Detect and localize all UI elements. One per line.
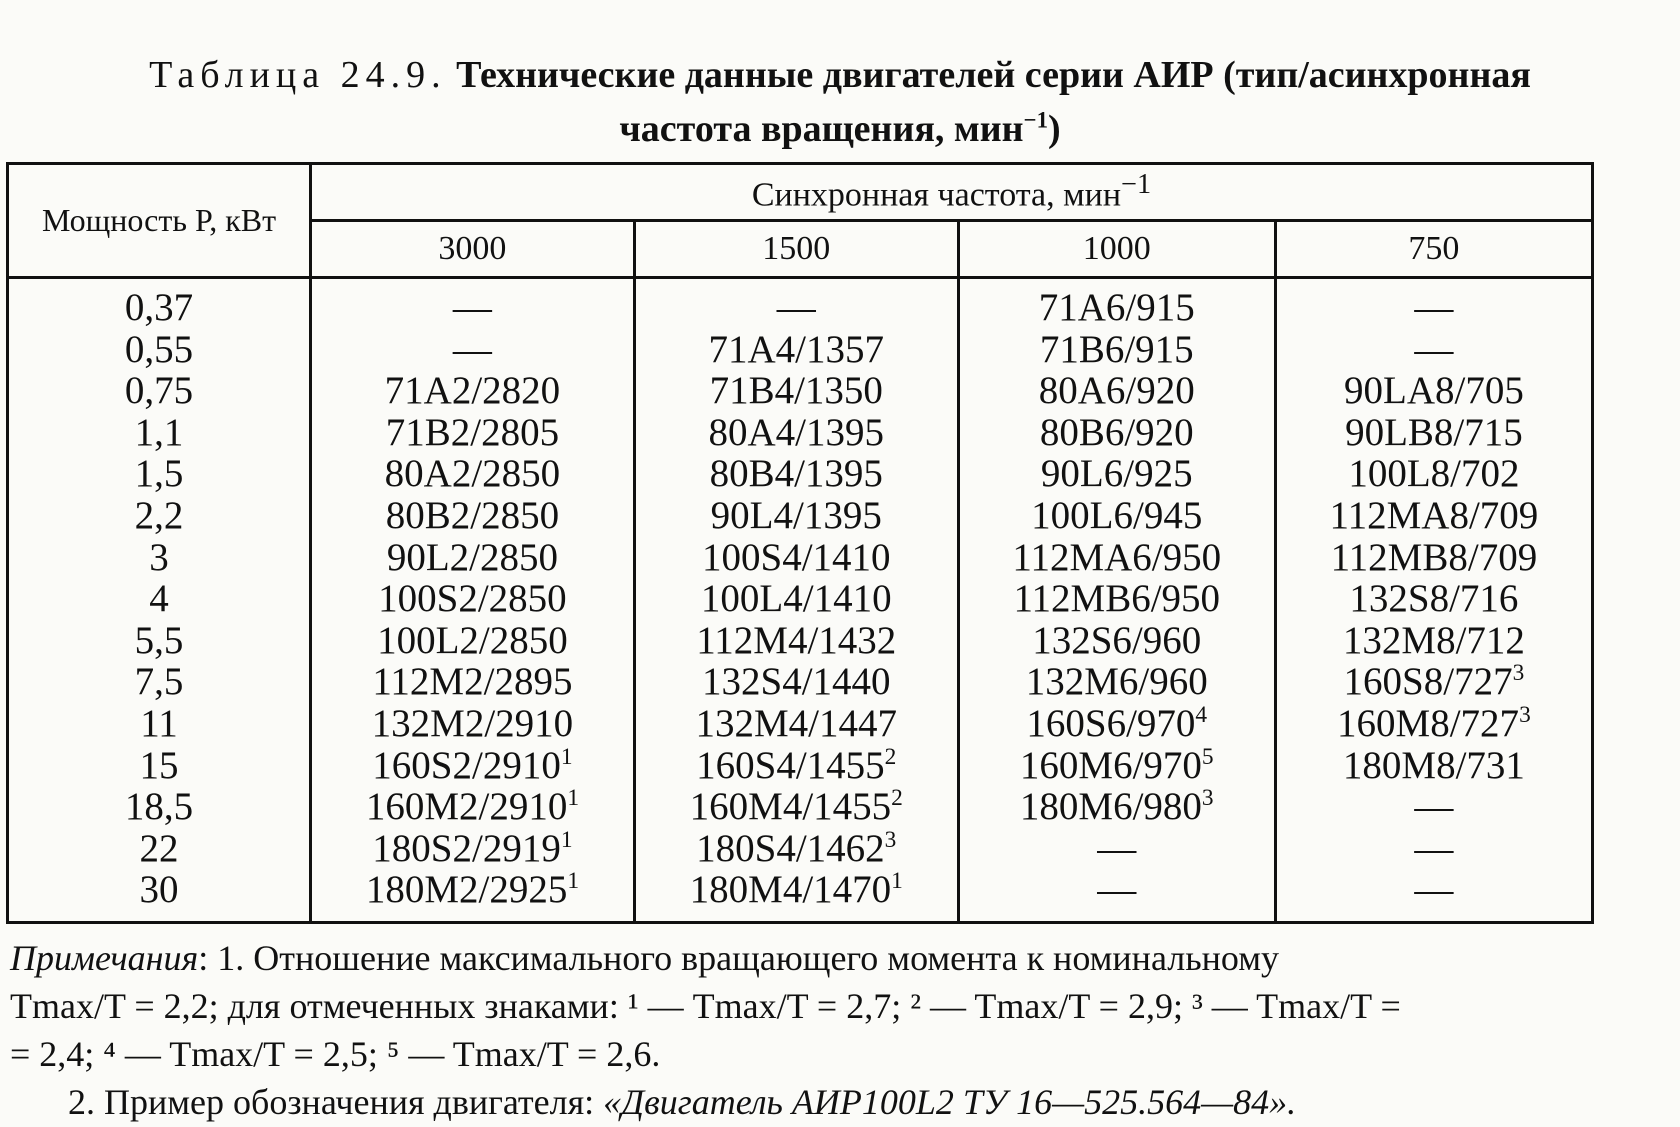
motor-type: 112MA6/950: [1012, 535, 1222, 579]
motor-type: 100S2/2850: [378, 577, 567, 621]
motor-type: 71A2/2820: [384, 369, 561, 413]
motor-cell-1000: [958, 495, 1275, 537]
motor-cell-1000: [958, 278, 1275, 329]
power-cell: 2,2: [8, 495, 311, 537]
motor-cell-1000: [958, 745, 1275, 787]
motor-cell-750: [1275, 329, 1592, 371]
freq-header-750: 750: [1275, 221, 1592, 278]
motor-type: 180S2/2919: [372, 826, 561, 870]
motor-type: 132M6/960: [1025, 660, 1208, 704]
motor-type: 80B4/1395: [709, 452, 883, 496]
motor-cell-3000: [311, 745, 635, 787]
motor-cell-3000: [311, 869, 635, 922]
motor-type: 180M4/1470: [689, 868, 892, 912]
motor-type: 112MB8/709: [1330, 535, 1538, 579]
motor-cell-1500: [634, 412, 958, 454]
notes: [10, 934, 1600, 1126]
table-row: [8, 661, 1593, 703]
footnote-mark: 1: [560, 743, 573, 770]
power-cell: 0,55: [8, 329, 311, 371]
motor-cell-750: [1275, 453, 1592, 495]
power-cell: 30: [8, 869, 311, 922]
table-row: [8, 278, 1593, 329]
motor-cell-1000: [958, 661, 1275, 703]
motor-cell-1000: [958, 703, 1275, 745]
footnote-mark: 3: [1519, 701, 1531, 728]
table-row: [8, 869, 1593, 922]
motor-cell-3000: [311, 578, 635, 620]
footnote-mark: 1: [567, 868, 580, 895]
motor-cell-750: [1275, 537, 1592, 579]
motor-type: —: [776, 286, 816, 329]
caption-title-line-2: частота вращения, мин: [619, 108, 1024, 150]
motor-type: 90L2/2850: [386, 535, 558, 579]
motor-type: 90L4/1395: [710, 493, 882, 537]
motor-type: 180M8/731: [1342, 743, 1525, 787]
table-row: [8, 578, 1593, 620]
sync-frequency-label: Синхронная частота, мин: [751, 176, 1122, 214]
motor-cell-3000: [311, 537, 635, 579]
power-cell: 0,37: [8, 278, 311, 329]
footnote-mark: 1: [891, 868, 903, 895]
table-row: [8, 453, 1593, 495]
sync-frequency-header: [311, 164, 1593, 221]
motor-cell-3000: [311, 495, 635, 537]
motor-type: 80B6/920: [1039, 410, 1194, 454]
motor-type: —: [1414, 286, 1454, 329]
motor-cell-750: [1275, 495, 1592, 537]
motor-cell-3000: [311, 786, 635, 828]
power-cell: 3: [8, 537, 311, 579]
motor-type: —: [1414, 868, 1454, 912]
power-cell: 1,5: [8, 453, 311, 495]
motor-cell-750: [1275, 703, 1592, 745]
motor-cell-1500: [634, 370, 958, 412]
motor-type: 132S6/960: [1032, 618, 1202, 662]
motor-type: 112MB6/950: [1013, 577, 1221, 621]
note-1: [10, 934, 1600, 982]
motor-cell-750: [1275, 869, 1592, 922]
motor-type: 112M4/1432: [696, 618, 897, 662]
freq-header-3000: 3000: [311, 221, 635, 278]
table-row: [8, 370, 1593, 412]
motor-cell-1500: [634, 828, 958, 870]
footnote-mark: 4: [1195, 701, 1208, 728]
table-row: [8, 620, 1593, 662]
motor-type: 132M8/712: [1342, 618, 1525, 662]
motor-cell-1000: [958, 786, 1275, 828]
motor-type: 80B2/2850: [385, 493, 560, 537]
motor-type: 132S8/716: [1349, 577, 1519, 621]
motor-cell-1500: [634, 578, 958, 620]
motor-type: 71B2/2805: [385, 410, 560, 454]
motor-cell-750: [1275, 661, 1592, 703]
power-cell: 7,5: [8, 661, 311, 703]
motor-type: 80A2/2850: [384, 452, 561, 496]
table-row: [8, 786, 1593, 828]
motor-type: 112M2/2895: [372, 660, 573, 704]
table-row: [8, 329, 1593, 371]
motor-type: 112MA8/709: [1329, 493, 1539, 537]
motor-type: —: [452, 327, 492, 371]
motor-type: 100L2/2850: [377, 618, 568, 662]
motor-type: 100S4/1410: [702, 535, 891, 579]
caption-label: Таблица 24.9.: [149, 54, 447, 96]
motor-type: 71B6/915: [1039, 327, 1194, 371]
power-cell: 11: [8, 703, 311, 745]
table-row: [8, 412, 1593, 454]
motor-cell-3000: [311, 661, 635, 703]
motor-cell-3000: [311, 453, 635, 495]
motor-type: 90L6/925: [1040, 452, 1193, 496]
motor-type: —: [1414, 785, 1454, 829]
motor-type: 160M2/2910: [365, 785, 568, 829]
motor-cell-750: [1275, 412, 1592, 454]
table-row: [8, 537, 1593, 579]
motor-cell-1500: [634, 869, 958, 922]
motor-type: —: [1414, 327, 1454, 371]
motor-cell-1500: [634, 495, 958, 537]
motor-cell-1000: [958, 370, 1275, 412]
motor-cell-750: [1275, 370, 1592, 412]
motor-type: 100L6/945: [1031, 493, 1203, 537]
table-body: [8, 278, 1593, 923]
motor-type: 180M6/980: [1019, 785, 1202, 829]
motor-type: 100L8/702: [1348, 452, 1520, 496]
motor-type: 80A4/1395: [708, 410, 885, 454]
table-row: [8, 828, 1593, 870]
table-caption: [0, 48, 1680, 156]
freq-header-1500: 1500: [634, 221, 958, 278]
note-1-line-3: = 2,4; ⁴ — Tmax/T = 2,5; ⁵ — Tmax/T = 2,6.: [10, 1034, 661, 1074]
caption-title-close: ): [1047, 108, 1061, 150]
motor-cell-1000: [958, 828, 1275, 870]
caption-line-2: [0, 102, 1680, 156]
motor-type: 132M4/1447: [695, 701, 898, 745]
footnote-mark: 3: [1512, 660, 1525, 687]
motor-cell-1500: [634, 786, 958, 828]
footnote-mark: 2: [891, 785, 903, 812]
power-cell: 18,5: [8, 786, 311, 828]
power-header: Мощность P, кВт: [8, 164, 311, 278]
motor-type: —: [1097, 868, 1137, 912]
note-2-example: «Двигатель АИР100L2 ТУ 16—525.564—84».: [603, 1082, 1297, 1122]
motor-cell-3000: [311, 828, 635, 870]
motor-cell-1500: [634, 453, 958, 495]
motor-cell-1500: [634, 537, 958, 579]
motor-type: —: [452, 286, 492, 329]
note-1-text: : 1. Отношение максимального вращающего момента к номинальному: [198, 938, 1279, 978]
power-cell: 0,75: [8, 370, 311, 412]
motor-cell-750: [1275, 786, 1592, 828]
power-cell: 5,5: [8, 620, 311, 662]
motor-type: 160M4/1455: [689, 785, 892, 829]
motor-type: 160S8/727: [1343, 660, 1513, 704]
motor-cell-1000: [958, 537, 1275, 579]
motor-type: 132S4/1440: [702, 660, 891, 704]
power-cell: 1,1: [8, 412, 311, 454]
motor-cell-750: [1275, 620, 1592, 662]
motor-type: 160S4/1455: [696, 743, 885, 787]
motor-cell-750: [1275, 828, 1592, 870]
motor-cell-1500: [634, 620, 958, 662]
motor-type: 71A4/1357: [708, 327, 885, 371]
motor-type: 160S6/970: [1026, 701, 1196, 745]
power-cell: 22: [8, 828, 311, 870]
motor-type: 160M6/970: [1019, 743, 1202, 787]
motor-type: 180S4/1462: [696, 826, 885, 870]
caption-line-1: [0, 48, 1680, 102]
motor-type: —: [1414, 826, 1454, 870]
motor-cell-1000: [958, 329, 1275, 371]
motor-cell-1000: [958, 412, 1275, 454]
motor-type: 160S2/2910: [372, 743, 561, 787]
motor-type: 71B4/1350: [709, 369, 883, 413]
motor-type: 71A6/915: [1038, 286, 1195, 329]
motor-type: 160M8/727: [1337, 701, 1520, 745]
table-row: [8, 703, 1593, 745]
motor-type: 100L4/1410: [700, 577, 892, 621]
table-row: [8, 745, 1593, 787]
notes-heading: Примечания: [10, 938, 199, 978]
motor-cell-3000: [311, 329, 635, 371]
freq-header-1000: 1000: [958, 221, 1275, 278]
motor-cell-1500: [634, 661, 958, 703]
power-cell: 15: [8, 745, 311, 787]
motor-cell-3000: [311, 370, 635, 412]
motor-cell-1000: [958, 869, 1275, 922]
motor-cell-1500: [634, 278, 958, 329]
footnote-mark: 3: [1201, 785, 1214, 812]
motor-type: 80A6/920: [1038, 369, 1195, 413]
footnote-mark: 3: [884, 826, 897, 853]
footnote-mark: 1: [560, 826, 573, 853]
motor-cell-1000: [958, 578, 1275, 620]
motor-type: 180M2/2925: [365, 868, 568, 912]
footnote-mark: 2: [884, 743, 897, 770]
power-cell: 4: [8, 578, 311, 620]
caption-title-exponent: −1: [1023, 107, 1048, 133]
motor-cell-3000: [311, 703, 635, 745]
motor-cell-1500: [634, 703, 958, 745]
motor-cell-1000: [958, 620, 1275, 662]
motor-type: —: [1097, 826, 1137, 870]
motor-type: 90LB8/715: [1345, 410, 1523, 454]
footnote-mark: 5: [1201, 743, 1214, 770]
motor-cell-750: [1275, 278, 1592, 329]
note-1-line-2: Tmax/T = 2,2; для отмеченных знаками: ¹ — Tmax/T = 2,7; ² — Tmax/T = 2,9; ³ — Tmax/T =: [10, 986, 1401, 1026]
motor-cell-1500: [634, 745, 958, 787]
motor-cell-3000: [311, 412, 635, 454]
table-row: [8, 495, 1593, 537]
motor-cell-3000: [311, 620, 635, 662]
motor-type: 90LA8/705: [1344, 369, 1524, 413]
caption-title-line-1: Технические данные двигателей серии АИР (тип/асинхронная: [456, 54, 1531, 96]
motor-cell-750: [1275, 578, 1592, 620]
note-2-text: 2. Пример обозначения двигателя:: [68, 1082, 604, 1122]
footnote-mark: 1: [567, 785, 580, 812]
sync-frequency-exponent: −1: [1121, 169, 1152, 201]
motor-cell-750: [1275, 745, 1592, 787]
motor-cell-1000: [958, 453, 1275, 495]
note-2: [10, 1078, 1600, 1126]
motor-data-table: [6, 162, 1594, 924]
motor-cell-3000: [311, 278, 635, 329]
motor-cell-1500: [634, 329, 958, 371]
motor-type: 132M2/2910: [371, 701, 574, 745]
